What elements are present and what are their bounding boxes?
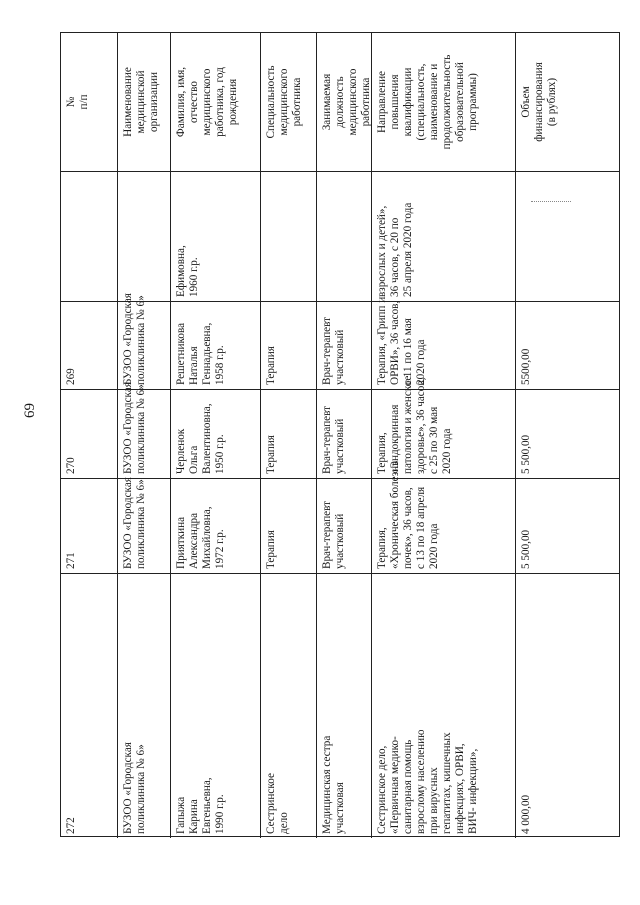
- text-line: 1960 г.р.: [188, 257, 200, 297]
- text-line: Сестринское: [265, 773, 277, 834]
- cell-post: [317, 389, 372, 478]
- table-row: [61, 171, 619, 302]
- text-line: взрослому населению: [415, 729, 427, 834]
- text-line: работника, год: [214, 67, 226, 137]
- cell-org: [118, 293, 171, 389]
- text-line: Прияткина: [175, 516, 187, 569]
- cell-spec: [261, 478, 317, 573]
- text-line: Геннадьевна,: [201, 322, 213, 385]
- text-line: Объем: [520, 86, 532, 118]
- text-line: 5500,00: [520, 348, 532, 385]
- cell-org: [118, 382, 171, 478]
- text-line: «Хроническая болезнь: [389, 460, 401, 569]
- text-line: Специальность: [265, 65, 277, 139]
- text-line: Валентиновна,: [201, 403, 213, 474]
- header-row: [61, 33, 619, 172]
- text-line: поликлиника № 6»: [135, 384, 147, 474]
- cell-fio: [171, 573, 261, 838]
- text-line: образовательной: [454, 62, 466, 142]
- text-line: финансирования: [533, 62, 545, 142]
- cell-spec: [261, 389, 317, 478]
- text-line: медицинской: [135, 70, 147, 134]
- cell-fio: [171, 301, 261, 389]
- text-line: Наталья: [188, 346, 200, 385]
- text-line: здоровье», 36 часов,: [415, 377, 427, 474]
- text-line: медицинского: [201, 68, 213, 136]
- text-line: Ефимовна,: [175, 245, 187, 297]
- text-line: Терапия,: [376, 527, 388, 569]
- cell-org: [118, 171, 171, 301]
- cell-num: [61, 389, 118, 478]
- text-line: Терапия, «Грипп и: [376, 296, 388, 385]
- cell-sum: [516, 389, 621, 478]
- text-line: 1990 г.р.: [214, 794, 226, 834]
- text-line: (специальность,: [415, 63, 427, 141]
- cell-num: [61, 573, 118, 838]
- header-cell-num: [61, 33, 118, 171]
- text-line: 2020 года: [428, 523, 440, 569]
- text-line: Врач-терапевт: [321, 316, 333, 385]
- text-line: инфекциях, ОРВИ,: [454, 743, 466, 834]
- text-line: ОРВИ», 36 часов,: [389, 300, 401, 385]
- text-line: 4 000,00: [520, 794, 532, 834]
- text-line: 271: [65, 552, 77, 569]
- text-line: с 13 по 18 апреля: [415, 486, 427, 569]
- text-line: Гапыжа: [175, 796, 187, 834]
- text-line: «Эндокринная: [389, 404, 401, 474]
- header-cell-org: [118, 33, 171, 171]
- text-line: участковый: [334, 329, 346, 385]
- text-line: БУЗОО «Городская: [122, 293, 134, 385]
- text-line: с 25 по 30 мая: [428, 406, 440, 474]
- text-line: Направление: [376, 70, 388, 134]
- text-line: БУЗОО «Городская: [122, 382, 134, 474]
- text-line: должность: [334, 76, 346, 128]
- text-line: БУЗОО «Городская: [122, 742, 134, 834]
- text-line: Терапия,: [376, 432, 388, 474]
- cell-sum: [516, 301, 621, 389]
- text-line: взрослых и детей»,: [376, 205, 388, 297]
- text-line: Терапия: [265, 435, 277, 474]
- text-line: Медицинская сестра: [321, 735, 333, 834]
- text-line: Врач-терапевт: [321, 500, 333, 569]
- table-row: [61, 573, 619, 838]
- cell-fio: [171, 478, 261, 573]
- cell-sum: [516, 171, 621, 301]
- text-line: при вирусных: [428, 767, 440, 834]
- cell-org: [118, 573, 171, 838]
- text-line: поликлиника № 6»: [135, 479, 147, 569]
- text-line: поликлиника № 6»: [135, 744, 147, 834]
- header-cell-dir: [372, 33, 516, 171]
- text-line: организации: [148, 71, 160, 133]
- text-line: поликлиника № 6»: [135, 295, 147, 385]
- text-line: гепатитах, кишечных: [441, 732, 453, 834]
- text-line: квалификации: [402, 67, 414, 137]
- cell-post: [317, 171, 372, 301]
- text-line: 36 часов, с 20 по: [389, 217, 401, 297]
- text-line: 269: [65, 368, 77, 385]
- text-line: Карина: [188, 799, 200, 834]
- text-line: с 11 по 16 мая: [402, 318, 414, 385]
- text-line: 270: [65, 457, 77, 474]
- text-line: Наименование: [122, 67, 134, 137]
- text-line: 1950 г.р.: [214, 434, 226, 474]
- text-line: Михайловна,: [201, 506, 213, 569]
- cell-fio: [171, 389, 261, 478]
- table-row: [61, 293, 619, 390]
- text-line: ВИЧ- инфекции»,: [467, 748, 479, 834]
- text-line: санитарная помощь: [402, 739, 414, 834]
- text-line: Евгеньевна,: [201, 777, 213, 834]
- cell-num: [61, 478, 118, 573]
- financing-table: [60, 32, 620, 837]
- header-cell-fio: [171, 33, 261, 171]
- text-line: Сестринское дело,: [376, 745, 388, 834]
- header-cell-sum: [516, 33, 621, 171]
- cell-post: [317, 478, 372, 573]
- text-line: почек», 36 часов,: [402, 487, 414, 569]
- text-line: 1972 г.р.: [214, 529, 226, 569]
- cell-dir: [372, 296, 516, 389]
- text-line: Ольга: [188, 445, 200, 474]
- cell-num: [61, 171, 118, 301]
- text-line: «Первичная медико-: [389, 736, 401, 834]
- text-line: 1958 г.р.: [214, 345, 226, 385]
- cell-dir: [372, 573, 516, 838]
- text-line: Александра: [188, 512, 200, 569]
- text-line: 2020 года: [415, 339, 427, 385]
- text-line: 5 500,00: [520, 529, 532, 569]
- text-line: работника: [360, 77, 372, 127]
- cell-dir: [372, 460, 516, 573]
- text-line: 25 апреля 2020 года: [402, 202, 414, 297]
- text-line: Терапия: [265, 346, 277, 385]
- cell-dir: [372, 171, 516, 301]
- page-number: 69: [22, 403, 38, 418]
- header-cell-spec: [261, 33, 317, 171]
- text-line: 272: [65, 817, 77, 834]
- text-line: (в рублях): [546, 77, 558, 127]
- text-line: Черленок: [175, 428, 187, 474]
- text-line: п/п: [78, 94, 90, 110]
- text-line: наименование и: [428, 63, 440, 141]
- text-line: Занимаемая: [321, 73, 333, 131]
- text-line: 2020 года: [441, 428, 453, 474]
- cell-sum: [516, 478, 621, 573]
- text-line: рождения: [227, 78, 239, 126]
- cell-post: [317, 573, 372, 838]
- cell-spec: [261, 171, 317, 301]
- text-line: участковый: [334, 513, 346, 569]
- text-line: работника: [291, 77, 303, 127]
- cell-spec: [261, 573, 317, 838]
- cell-sum: [516, 573, 621, 838]
- text-line: отчество: [188, 81, 200, 123]
- text-line: БУЗОО «Городская: [122, 477, 134, 569]
- text-line: дело: [278, 812, 290, 834]
- text-line: 5 500,00: [520, 434, 532, 474]
- cell-fio: [171, 171, 261, 301]
- text-line: участковая: [334, 782, 346, 834]
- text-line: Фамилия, имя,: [175, 66, 187, 138]
- text-line: Решетникова: [175, 322, 187, 385]
- cell-spec: [261, 301, 317, 389]
- text-line: повышения: [389, 74, 401, 130]
- text-line: программы): [467, 73, 479, 131]
- text-line: патология и женское: [402, 375, 414, 474]
- text-line: №: [65, 96, 77, 108]
- text-line: Терапия: [265, 530, 277, 569]
- cell-num: [61, 301, 118, 389]
- cell-org: [118, 478, 171, 573]
- text-line: медицинского: [278, 68, 290, 136]
- text-line: продолжительность: [441, 54, 453, 150]
- cell-post: [317, 301, 372, 389]
- text-line: участковый: [334, 418, 346, 474]
- header-cell-post: [317, 33, 372, 171]
- text-line: медицинского: [347, 68, 359, 136]
- text-line: Врач-терапевт: [321, 405, 333, 474]
